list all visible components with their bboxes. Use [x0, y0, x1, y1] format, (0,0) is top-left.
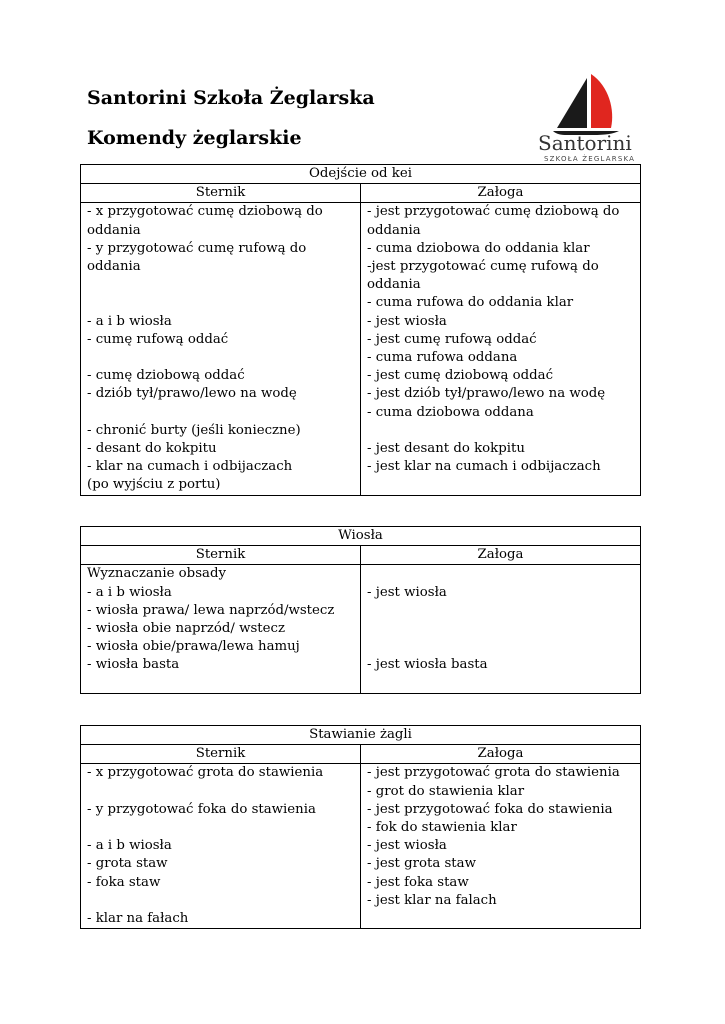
command-line: - jest wiosła	[367, 838, 447, 854]
command-line: - foka staw	[87, 874, 161, 890]
zaloga-responses-cell	[361, 203, 641, 495]
command-line: - chronić burty (jeśli konieczne)	[87, 422, 301, 438]
command-line: - wiosła prawa/ lewa naprzód/wstecz	[87, 602, 335, 618]
command-line: - cuma rufowa do oddania klar	[367, 295, 574, 311]
command-line: - wiosła basta	[87, 657, 180, 673]
command-line: - jest grota staw	[367, 856, 476, 872]
command-line: oddania	[367, 277, 421, 293]
command-line: - jest przygotować foka do stawienia	[367, 801, 613, 817]
command-line: - y przygotować foka do stawienia	[87, 801, 316, 817]
command-line: - jest cumę dziobową oddać	[367, 368, 554, 384]
table-title: Stawianie żagli	[81, 726, 641, 745]
command-line: - cumę rufową oddać	[87, 331, 229, 347]
sternik-commands-cell	[81, 203, 361, 495]
command-line: - jest cumę rufową oddać	[367, 331, 537, 347]
command-line	[367, 910, 640, 928]
command-line	[367, 422, 640, 440]
command-line: - jest przygotować cumę dziobową do	[367, 204, 620, 220]
command-line: - klar na fałach	[87, 910, 189, 926]
table-stawianie-zagli	[80, 725, 641, 929]
command-line: - desant do kokpitu	[87, 440, 217, 456]
command-line	[87, 892, 360, 910]
command-line: - jest klar na falach	[367, 892, 497, 908]
document-subtitle: Komendy żeglarskie	[87, 127, 302, 149]
column-header-zaloga: Załoga	[361, 184, 641, 203]
command-line: (po wyjściu z portu)	[87, 477, 221, 493]
column-header-zaloga: Załoga	[361, 745, 641, 764]
command-line: - jest wiosła basta	[367, 657, 488, 673]
command-line	[367, 602, 640, 620]
command-line: -jest przygotować cumę rufową do	[367, 259, 599, 275]
command-line: - x przygotować grota do stawienia	[87, 765, 324, 781]
command-line: - y przygotować cumę rufową do	[87, 240, 307, 256]
command-line: - klar na cumach i odbijaczach	[87, 459, 293, 475]
command-line: - cuma rufowa oddana	[367, 350, 518, 366]
sternik-commands-cell	[81, 565, 361, 693]
command-line: - wiosła obie/prawa/lewa hamuj	[87, 639, 300, 655]
command-line: - fok do stawienia klar	[367, 820, 517, 836]
command-line	[87, 276, 360, 294]
column-header-zaloga: Załoga	[361, 546, 641, 565]
command-line: - a i b wiosła	[87, 313, 172, 329]
command-line: - cumę dziobową oddać	[87, 368, 245, 384]
command-line: - x przygotować cumę dziobową do	[87, 204, 323, 220]
command-line: - dziób tył/prawo/lewo na wodę	[87, 386, 297, 402]
column-header-sternik: Sternik	[81, 546, 361, 565]
command-line: Wyznaczanie obsady	[87, 566, 226, 582]
table-wiosla	[80, 526, 641, 694]
command-line: - cuma dziobowa oddana	[367, 404, 534, 420]
command-line	[367, 620, 640, 638]
command-line: - a i b wiosła	[87, 838, 172, 854]
column-header-sternik: Sternik	[81, 745, 361, 764]
zaloga-responses-cell	[361, 764, 641, 929]
command-line: - jest klar na cumach i odbijaczach	[367, 459, 601, 475]
command-line	[87, 819, 360, 837]
command-line: - grot do stawienia klar	[367, 783, 525, 799]
logo-black-sail	[557, 78, 587, 128]
command-line	[367, 675, 640, 693]
table-title: Wiosła	[81, 527, 641, 546]
zaloga-responses-cell	[361, 565, 641, 693]
command-line: - cuma dziobowa do oddania klar	[367, 240, 590, 256]
document-title: Santorini Szkoła Żeglarska	[87, 87, 375, 109]
command-line	[87, 783, 360, 801]
command-line	[367, 476, 640, 494]
command-line	[87, 349, 360, 367]
command-line	[367, 638, 640, 656]
command-line	[87, 675, 360, 693]
command-line: oddania	[87, 222, 141, 238]
table-title: Odejście od kei	[81, 165, 641, 184]
column-header-sternik: Sternik	[81, 184, 361, 203]
logo-tagline: SZKOŁA ŻEGLARSKA	[544, 155, 636, 163]
command-line	[87, 294, 360, 312]
logo-red-sail	[591, 74, 612, 128]
table-odejscie-od-kei	[80, 164, 641, 496]
command-line	[367, 565, 640, 583]
command-line: - jest desant do kokpitu	[367, 441, 525, 457]
command-line: - jest wiosła	[367, 313, 447, 329]
command-line: - wiosła obie naprzód/ wstecz	[87, 621, 285, 637]
command-line: - jest dziób tył/prawo/lewo na wodę	[367, 386, 606, 402]
sternik-commands-cell	[81, 764, 361, 929]
command-line: oddania	[87, 259, 141, 275]
command-line: - grota staw	[87, 856, 168, 872]
logo-name: Santorini	[538, 131, 632, 155]
command-line: - jest foka staw	[367, 874, 469, 890]
command-line	[87, 404, 360, 422]
command-line: - jest przygotować grota do stawienia	[367, 765, 620, 781]
command-line: - jest wiosła	[367, 584, 447, 600]
command-line: oddania	[367, 222, 421, 238]
command-line: - a i b wiosła	[87, 584, 172, 600]
